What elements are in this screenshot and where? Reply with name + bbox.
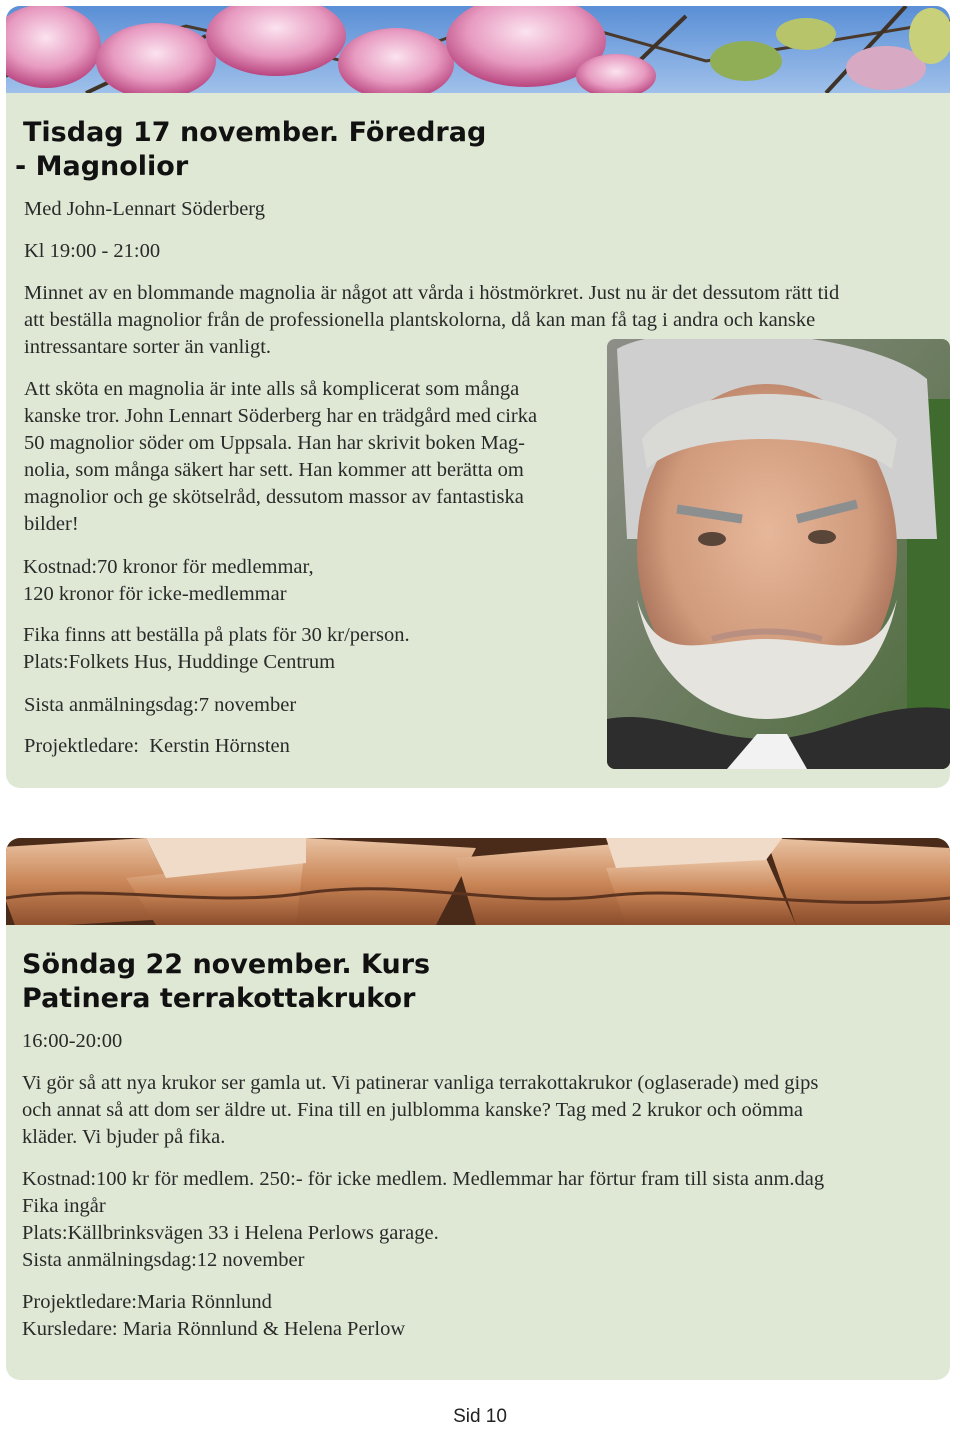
event-card-terrakotta bbox=[6, 838, 950, 1380]
event2-time: 16:00-20:00 bbox=[22, 1030, 123, 1052]
event2-deadline: Sista anmälningsdag:12 november bbox=[22, 1249, 305, 1271]
speaker-portrait-photo bbox=[607, 339, 950, 769]
desc-line: kläder. Vi bjuder på fika. bbox=[22, 1126, 226, 1148]
intro-line: intressantare sorter än vanligt. bbox=[24, 336, 272, 358]
event1-leader: Projektledare: Kerstin Hörnsten bbox=[24, 735, 290, 757]
about-line: bilder! bbox=[24, 513, 79, 535]
event1-speaker: Med John-Lennart Söderberg bbox=[24, 198, 266, 220]
event-card-magnolior bbox=[6, 6, 950, 788]
about-line: 50 magnolior söder om Uppsala. Han har skrivit boken Mag- bbox=[24, 432, 526, 454]
page-number: Sid 10 bbox=[453, 1406, 507, 1427]
event1-title-line2: - Magnolior bbox=[15, 151, 189, 182]
desc-line: och annat så att dom ser äldre ut. Fina till en julblomma kanske? Tag med 2 krukor och oömma bbox=[22, 1099, 803, 1121]
event2-fika: Fika ingår bbox=[22, 1195, 106, 1217]
intro-line: Minnet av en blommande magnolia är något att vårda i höstmörkret. Just nu är det dessutom rätt tid bbox=[24, 282, 840, 304]
desc-line: Vi gör så att nya krukor ser gamla ut. Vi patinerar vanliga terrakottakrukor (oglaserade) med gips bbox=[22, 1072, 819, 1094]
event1-cost-line: Kostnad:70 kronor för medlemmar, bbox=[23, 556, 314, 578]
about-line: kanske tror. John Lennart Söderberg har en trädgård med cirka bbox=[24, 405, 538, 427]
event1-cost-line: 120 kronor för icke-medlemmar bbox=[23, 583, 287, 605]
event2-place: Plats:Källbrinksvägen 33 i Helena Perlows garage. bbox=[22, 1222, 439, 1244]
about-line: Att sköta en magnolia är inte alls så komplicerat som många bbox=[24, 378, 520, 400]
magnolia-banner-image bbox=[6, 6, 950, 93]
event2-title-line1: Söndag 22 november. Kurs bbox=[22, 949, 431, 980]
event1-deadline: Sista anmälningsdag:7 november bbox=[24, 694, 297, 716]
about-line: nolia, som många säkert har sett. Han kommer att berätta om bbox=[24, 459, 524, 481]
event1-place: Plats:Folkets Hus, Huddinge Centrum bbox=[23, 651, 336, 673]
event1-time: Kl 19:00 - 21:00 bbox=[24, 240, 161, 262]
event2-project-leader: Projektledare:Maria Rönnlund bbox=[22, 1291, 272, 1313]
event2-course-leader: Kursledare: Maria Rönnlund & Helena Perlow bbox=[22, 1318, 406, 1340]
about-line: magnolior och ge skötselråd, dessutom massor av fantastiska bbox=[24, 486, 524, 508]
intro-line: att beställa magnolior från de professionella plantskolorna, då kan man få tag i andra och kanske bbox=[24, 309, 816, 331]
event2-cost: Kostnad:100 kr för medlem. 250:- för icke medlem. Medlemmar har förtur fram till sista anm.dag bbox=[22, 1168, 825, 1190]
event2-title-line2: Patinera terrakottakrukor bbox=[22, 983, 416, 1014]
terracotta-pots-banner-image bbox=[6, 838, 950, 925]
event1-fika: Fika finns att beställa på plats för 30 kr/person. bbox=[23, 624, 410, 646]
event1-title-line1: Tisdag 17 november. Föredrag bbox=[23, 117, 487, 148]
